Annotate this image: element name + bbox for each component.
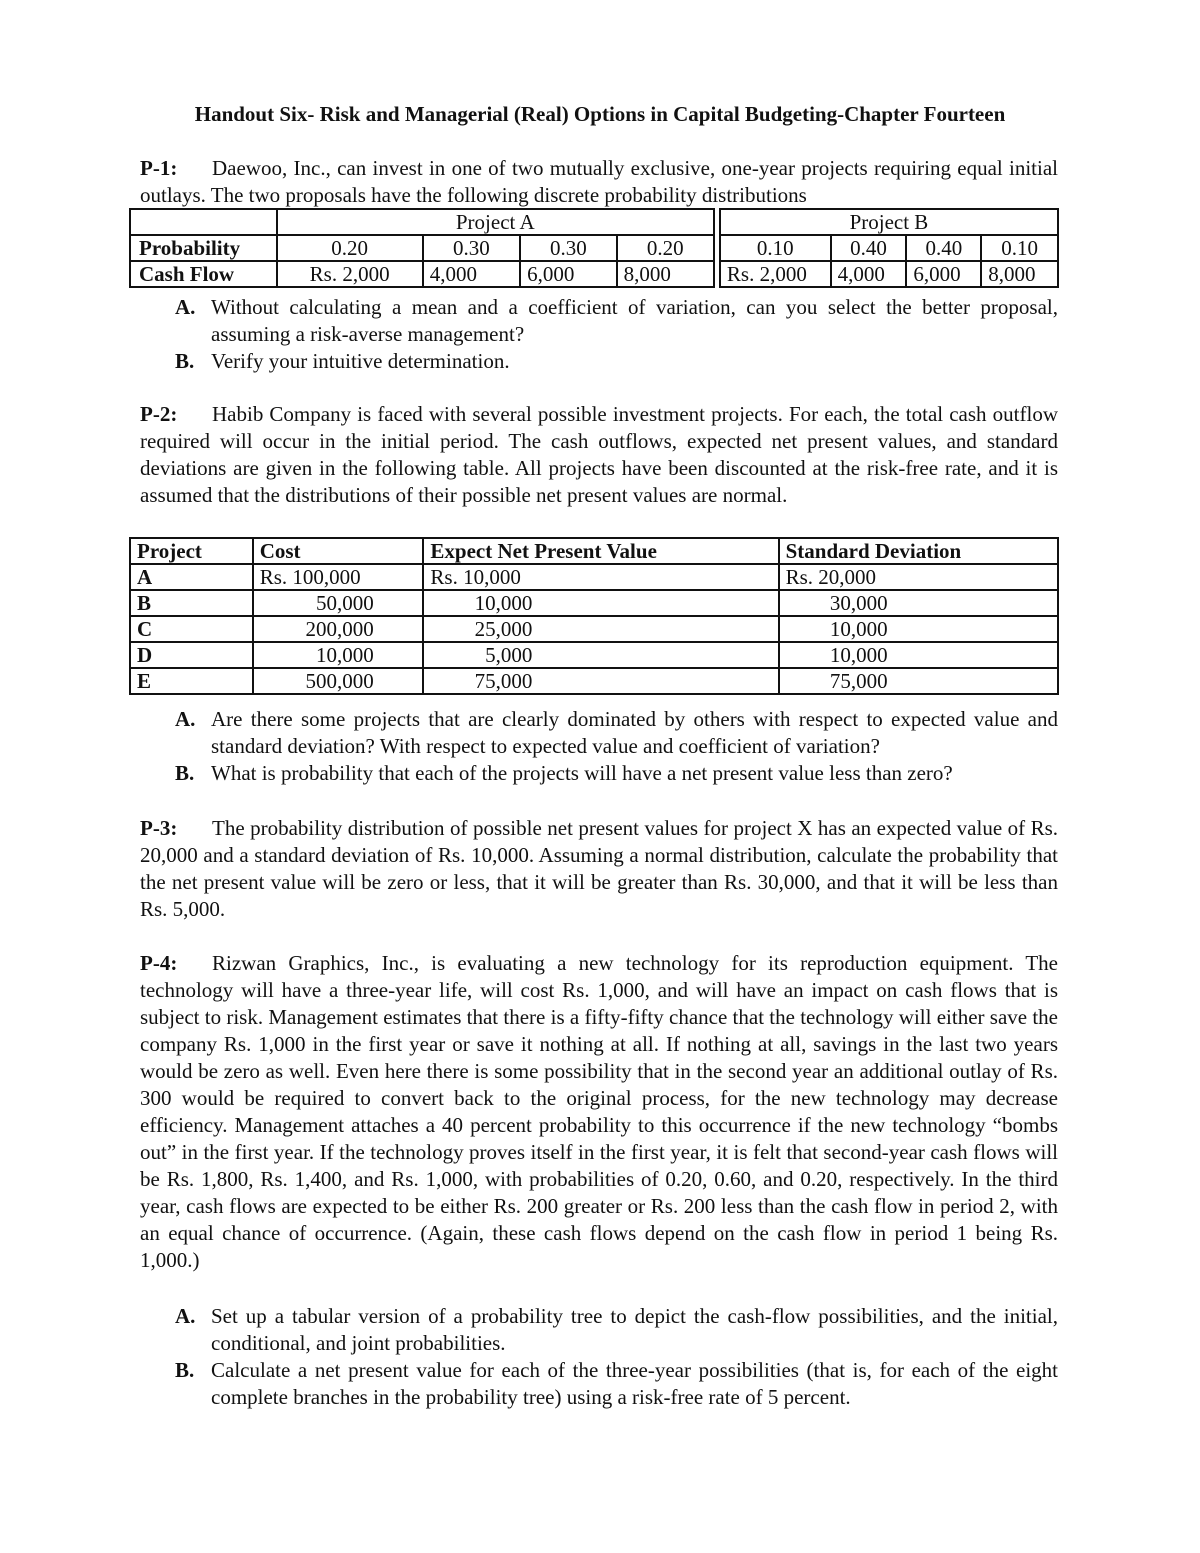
table-cell: A [130, 564, 253, 590]
question-letter: A. [175, 1304, 196, 1328]
table-cell: C [130, 616, 253, 642]
question-letter: B. [175, 349, 195, 373]
table-cell: 0.40 [831, 235, 907, 261]
table-cell [423, 642, 778, 668]
cash-flow-label: Cash Flow [130, 261, 277, 287]
problem-4-body: Rizwan Graphics, Inc., is evaluating a new technology for its reproduction equipment. The technology will have a three-year life, will cost Rs. 1,000, and will have an impact on cash flows that is subject to risk. Management estimates that there is a fifty-fifty chance that the technology will either save the company Rs. 1,000 in the first year or save it nothing at all. If nothing at all, savings in the last two years would be zero as well. Even here there is some possibility that in the second year an additional outlay of Rs. 300 would be required to convert back to the original process, for the new technology may decrease efficiency. Management attaches a 40 percent probability to this occurrence if the new technology “bombs out” in the first year. If the technology proves itself in the first year, it is felt that second-year cash flows will be Rs. 1,800, Rs. 1,400, and Rs. 1,000, with probabilities of 0.20, 0.60, and 0.20, respectively. In the third year, cash flows are expected to be either Rs. 200 greater or Rs. 200 less than the cash flow in period 2, with an equal chance of occurrence. (Again, these cash flows depend on the cash flow in period 1 being Rs. 1,000.) [140, 951, 1058, 1272]
table-row [130, 616, 1058, 642]
project-a-header: Project A [277, 209, 714, 235]
table-cell: D [130, 642, 253, 668]
problem-2-text [140, 401, 1058, 509]
question-letter: A. [175, 295, 196, 319]
table-value: 10,000 [829, 617, 888, 641]
column-header: Project [130, 538, 253, 564]
table-cell: 6,000 [906, 261, 981, 287]
table-cell: 4,000 [831, 261, 907, 287]
table-value: 200,000 [305, 617, 374, 641]
table-row [130, 590, 1058, 616]
table-row [130, 261, 1058, 287]
table-cell: B [130, 590, 253, 616]
question-text: Set up a tabular version of a probability tree to depict the cash-flow possibilities, and the initial, conditional, and joint probabilities. [211, 1304, 1058, 1355]
table-cell [253, 668, 424, 694]
table-cell [253, 616, 424, 642]
table-header-row [130, 538, 1058, 564]
problem-2-label: P-2: [140, 402, 178, 426]
table-value: 10,000 [315, 643, 374, 667]
probability-label: Probability [130, 235, 277, 261]
problem-1-text [140, 155, 1058, 209]
table-cell [253, 642, 424, 668]
table-value: 10,000 [829, 643, 888, 667]
table-cell: 0.10 [720, 235, 831, 261]
table-value: 25,000 [474, 617, 533, 641]
problem-2-question-a [175, 706, 1058, 760]
problem-3-label: P-3: [140, 816, 178, 840]
problem-1-question-b [175, 348, 1058, 375]
problem-2-body: Habib Company is faced with several possible investment projects. For each, the total cash outflow required will occur in the initial period. The cash outflows, expected net present values, and standard deviations are given in the following table. All projects have been discounted at the risk-free rate, and it is assumed that the distributions of their possible net present values are normal. [140, 402, 1058, 507]
project-distribution-table [129, 208, 1059, 288]
table-cell: 8,000 [617, 261, 714, 287]
problem-1-label: P-1: [140, 156, 178, 180]
column-header: Standard Deviation [779, 538, 1058, 564]
table-row [130, 235, 1058, 261]
table-value: 10,000 [474, 591, 533, 615]
table-cell: 0.20 [617, 235, 714, 261]
table-cell [130, 209, 277, 235]
question-text: Without calculating a mean and a coefficient of variation, can you select the better proposal, assuming a risk-averse management? [211, 295, 1058, 346]
problem-1-body: Daewoo, Inc., can invest in one of two mutually exclusive, one-year projects requiring equal initial outlays. The two proposals have the following discrete probability distributions [140, 156, 1058, 207]
table-cell: Rs. 100,000 [253, 564, 424, 590]
table-cell: 0.40 [906, 235, 981, 261]
problem-4-question-a [175, 1303, 1058, 1357]
table-value: 75,000 [474, 669, 533, 693]
question-letter: A. [175, 707, 196, 731]
table-cell: Rs. 2,000 [277, 261, 423, 287]
table-value: 50,000 [315, 591, 374, 615]
problem-4-text [140, 950, 1058, 1274]
problem-4-question-b [175, 1357, 1058, 1411]
table-cell: Rs. 10,000 [423, 564, 778, 590]
problem-1-question-a [175, 294, 1058, 348]
problem-3-text [140, 815, 1058, 923]
table-row [130, 209, 1058, 235]
table-cell: Rs. 20,000 [779, 564, 1058, 590]
table-cell: 6,000 [520, 261, 616, 287]
table-cell: 0.10 [981, 235, 1058, 261]
column-header: Expect Net Present Value [423, 538, 778, 564]
project-b-header: Project B [720, 209, 1058, 235]
table-cell [779, 590, 1058, 616]
column-header: Cost [253, 538, 424, 564]
problem-2-question-b [175, 760, 1058, 787]
question-text: Calculate a net present value for each of the three-year possibilities (that is, for each of the eight complete branches in the probability tree) using a risk-free rate of 5 percent. [211, 1358, 1058, 1409]
projects-table [129, 537, 1059, 695]
question-text: Are there some projects that are clearly dominated by others with respect to expected value and standard deviation? With respect to expected value and coefficient of variation? [211, 707, 1058, 758]
problem-4-label: P-4: [140, 951, 178, 975]
table-value: 75,000 [829, 669, 888, 693]
question-text: What is probability that each of the projects will have a net present value less than zero? [211, 761, 953, 785]
table-cell [779, 642, 1058, 668]
table-cell: 0.20 [277, 235, 423, 261]
table-cell: E [130, 668, 253, 694]
question-text: Verify your intuitive determination. [211, 349, 510, 373]
table-row [130, 642, 1058, 668]
table-cell [253, 590, 424, 616]
question-letter: B. [175, 1358, 195, 1382]
table-row [130, 668, 1058, 694]
table-value: 500,000 [305, 669, 374, 693]
table-cell [423, 590, 778, 616]
page-title: Handout Six- Risk and Managerial (Real) Options in Capital Budgeting-Chapter Fourteen [194, 102, 1006, 126]
table-row [130, 564, 1058, 590]
table-value: 30,000 [829, 591, 888, 615]
table-cell: Rs. 2,000 [720, 261, 831, 287]
table-cell: 4,000 [423, 261, 520, 287]
table-cell [423, 668, 778, 694]
table-cell [779, 668, 1058, 694]
table-cell [779, 616, 1058, 642]
table-cell: 0.30 [520, 235, 616, 261]
table-cell [423, 616, 778, 642]
table-cell: 8,000 [981, 261, 1058, 287]
question-letter: B. [175, 761, 195, 785]
table-value: 5,000 [485, 643, 533, 667]
problem-3-body: The probability distribution of possible net present values for project X has an expected value of Rs. 20,000 and a standard deviation of Rs. 10,000. Assuming a normal distribution, calculate the probability that the net present value will be zero or less, that it will be greater than Rs. 30,000, and that it will be less than Rs. 5,000. [140, 816, 1058, 921]
table-cell: 0.30 [423, 235, 520, 261]
